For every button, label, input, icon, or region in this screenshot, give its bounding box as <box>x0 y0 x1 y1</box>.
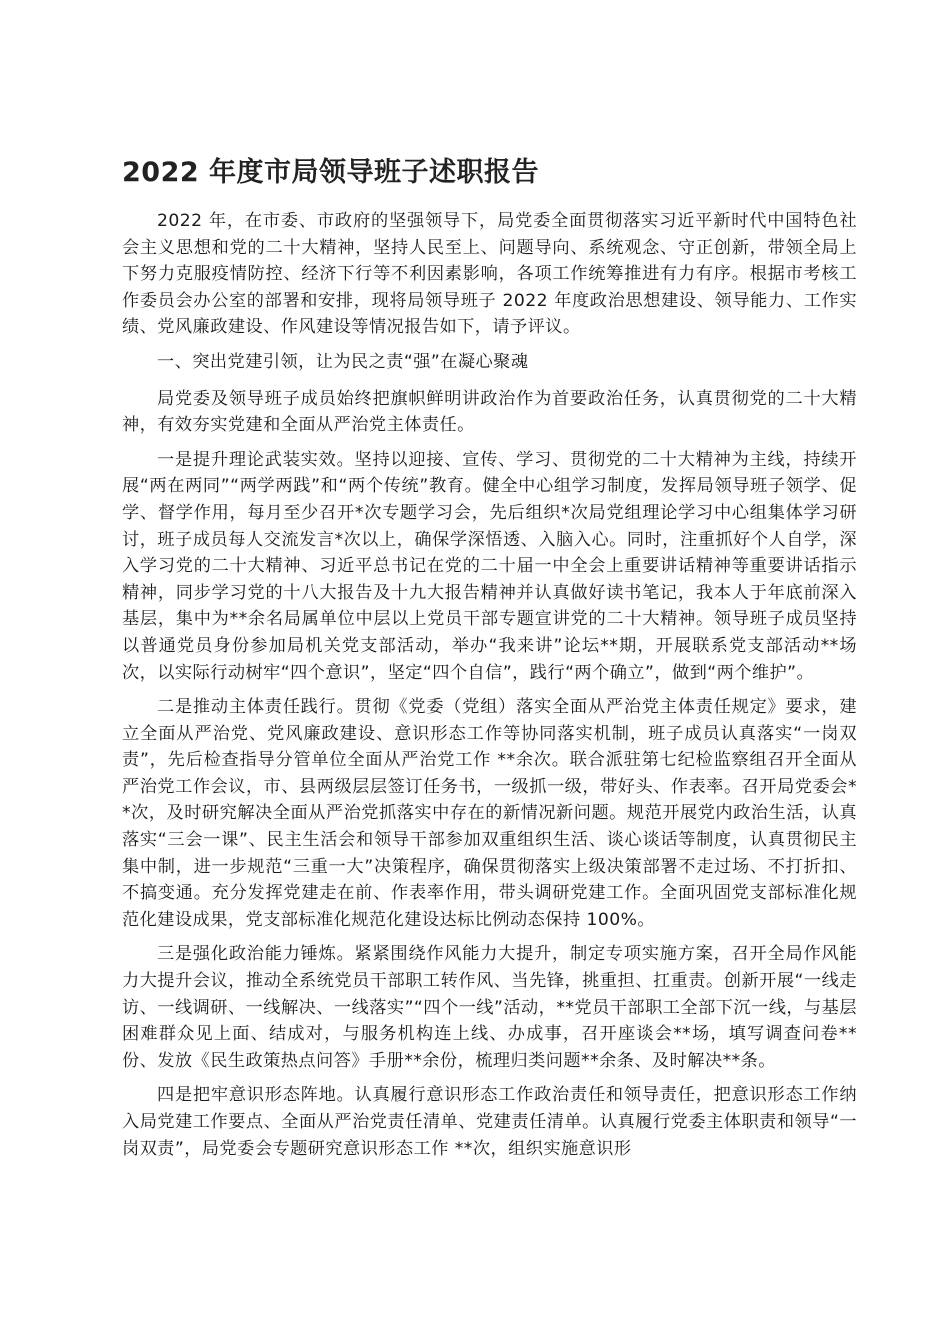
section-heading: 一、突出党建引领，让为民之责“强”在凝心聚魂 <box>157 351 529 372</box>
document-page <box>122 150 857 1170</box>
body-paragraph: 四是把牢意识形态阵地。认真履行意识形态工作政治责任和领导责任，把意识形态工作纳入局党建工作要点、全面从严治党责任清单、党建责任清单。认真履行党委主体职责和领导“一岗双责”，局党委会专题研究意识形态工作 **次，组织实施意识形 <box>122 1085 857 1159</box>
body-paragraph: 二是推动主体责任践行。贯彻《党委（党组）落实全面从严治党主体责任规定》要求，建立全面从严治党、党风廉政建设、意识形态工作等协同落实机制，班子成员认真落实“一岗双责”，先后检查指导分管单位全面从严治党工作 **余次。联合派驻第七纪检监察组召开全面从严治党工作会议，市、县两级层层签订任务书，一级抓一级，带好头、作表率。召开局党委会**次，及时研究解决全面从严治党抓落实中存在的新情况新问题。规范开展党内政治生活，认真落实“三会一课”、民主生活会和领导干部参加双重组织生活、谈心谈话等制度，认真贯彻民主集中制，进一步规范“三重一大”决策程序，确保贯彻落实上级决策部署不走过场、不打折扣、不搞变通。充分发挥党建走在前、作表率作用，带头调研党建工作。全面巩固党支部标准化规范化建设成果，党支部标准化规范化建设达标比例动态保持 100%。 <box>122 697 857 930</box>
body-paragraph: 一是提升理论武装实效。坚持以迎接、宣传、学习、贯彻党的二十大精神为主线，持续开展“两在两同”“两学两践”和“两个传统”教育。健全中心组学习制度，发挥局领导班子领学、促学、督学作用，每月至少召开*次专题学习会，先后组织*次局党组理论学习中心组集体学习研讨，班子成员每人交流发言*次以上，确保学深悟透、入脑入心。同时，注重抓好个人自学，深入学习党的二十大精神、习近平总书记在党的二十届一中全会上重要讲话精神等重要讲话指示精神，同步学习党的十八大报告及十九大报告精神并认真做好读书笔记，我本人于年底前深入基层，集中为**余名局属单位中层以上党员干部专题宣讲党的二十大精神。领导班子成员坚持以普通党员身份参加局机关党支部活动，举办“我来讲”论坛**期，开展联系党支部活动**场次，以实际行动树牢“四个意识”，坚定“四个自信”，践行“两个确立”，做到“两个维护”。 <box>122 449 857 683</box>
body-paragraph: 局党委及领导班子成员始终把旗帜鲜明讲政治作为首要政治任务，认真贯彻党的二十大精神，有效夯实党建和全面从严治党主体责任。 <box>122 388 857 436</box>
body-paragraph: 三是强化政治能力锤炼。紧紧围绕作风能力大提升，制定专项实施方案，召开全局作风能力大提升会议，推动全系统党员干部职工转作风、当先锋，挑重担、扛重责。创新开展“一线走访、一线调研、一线解决、一线落实”“四个一线”活动，**党员干部职工全部下沉一线，与基层困难群众见上面、结成对，与服务机构连上线、办成事，召开座谈会**场，填写调查问卷**份、发放《民生政策热点问答》手册**余份，梳理归类问题**余条、及时解决**条。 <box>122 944 857 1071</box>
intro-paragraph: 2022 年，在市委、市政府的坚强领导下，局党委全面贯彻落实习近平新时代中国特色社会主义思想和党的二十大精神，坚持人民至上、问题导向、系统观念、守正创新，带领全局上下努力克服疫情防控、经济下行等不利因素影响，各项工作统筹推进有力有序。根据市考核工作委员会办公室的部署和安排，现将局领导班子 2022 年度政治思想建设、领导能力、工作实绩、党风廉政建设、作风建设等情况报告如下，请予评议。 <box>122 211 857 338</box>
document-title: 2022 年度市局领导班子述职报告 <box>122 157 540 188</box>
